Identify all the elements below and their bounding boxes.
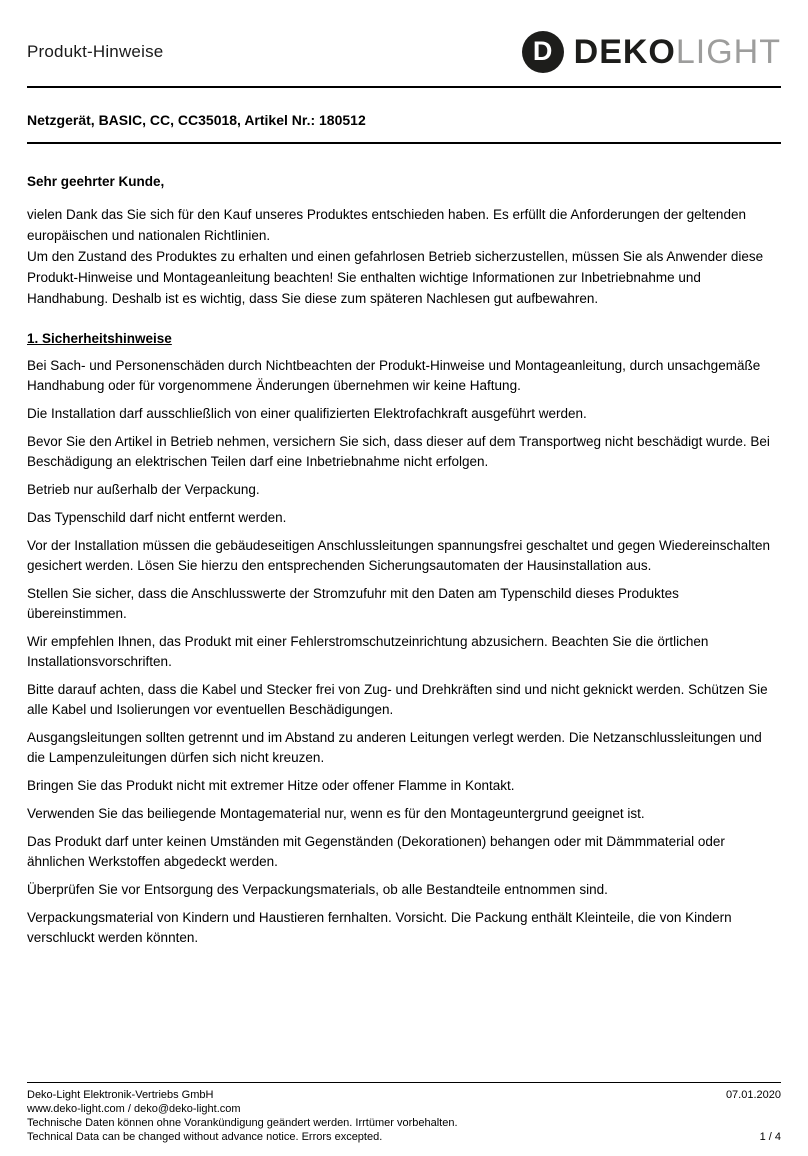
footer-contact: www.deko-light.com / deko@deko-light.com	[27, 1103, 241, 1115]
footer-left-block	[27, 1088, 458, 1144]
footer-note-en: Technical Data can be changed without advance notice. Errors excepted.	[27, 1131, 383, 1143]
page-header	[27, 26, 781, 78]
safety-paragraph: Bringen Sie das Produkt nicht mit extremer Hitze oder offener Flamme in Kontakt.	[27, 778, 515, 793]
safety-paragraph: Bevor Sie den Artikel in Betrieb nehmen, versichern Sie sich, dass dieser auf dem Transportweg nicht beschädigt wurde. Bei Beschädigung an elektrischen Teilen darf eine Inbetriebnahme nicht erfolgen.	[27, 434, 770, 469]
footer-date: 07.01.2020	[725, 1089, 781, 1101]
safety-paragraph: Überprüfen Sie vor Entsorgung des Verpackungsmaterials, ob alle Bestandteile entnommen sind.	[27, 882, 608, 897]
safety-paragraph: Bitte darauf achten, dass die Kabel und Stecker frei von Zug- und Drehkräften sind und nicht geknickt werden. Schützen Sie alle Kabel und Isolierungen vor eventuellen Beschädigungen.	[27, 682, 768, 717]
logo-monogram: D	[532, 35, 553, 66]
safety-paragraph: Das Typenschild darf nicht entfernt werden.	[27, 510, 287, 525]
dekolight-logo	[522, 31, 781, 73]
intro-paragraph: vielen Dank das Sie sich für den Kauf unseres Produktes entschieden haben. Es erfüllt die Anforderungen der geltenden europäischen und nationalen Richtlinien.	[27, 207, 746, 243]
footer-divider	[27, 1082, 781, 1083]
footer-page-number: 1 / 4	[759, 1131, 781, 1143]
safety-paragraphs	[27, 356, 781, 948]
logo-brand-bold: DEKO	[573, 33, 676, 71]
footer-company: Deko-Light Elektronik-Vertriebs GmbH	[27, 1089, 214, 1101]
intro-block	[27, 204, 781, 309]
safety-paragraph: Betrieb nur außerhalb der Verpackung.	[27, 482, 260, 497]
safety-paragraph: Stellen Sie sicher, dass die Anschlusswerte der Stromzufuhr mit den Daten am Typenschild dieses Produktes übereinstimmen.	[27, 586, 679, 621]
safety-paragraph: Ausgangsleitungen sollten getrennt und im Abstand zu anderen Leitungen verlegt werden. Die Netzanschlussleitungen und die Lampenzuleitungen dürfen sich nicht kreuzen.	[27, 730, 762, 765]
product-title: Netzgerät, BASIC, CC, CC35018, Artikel Nr.: 180512	[27, 112, 366, 128]
logo-wordmark	[574, 35, 781, 69]
title-divider	[27, 142, 781, 144]
header-divider	[27, 86, 781, 88]
safety-paragraph: Die Installation darf ausschließlich von einer qualifizierten Elektrofachkraft ausgeführt werden.	[27, 406, 587, 421]
intro-paragraph: Um den Zustand des Produktes zu erhalten und einen gefahrlosen Betrieb sicherzustellen, müssen Sie als Anwender diese Produkt-Hinweise und Montageanleitung beachten! Sie enthalten wichtige Informationen zur Inbetriebnahme und Handhabung. Deshalb ist es wichtig, dass Sie diese zum späteren Nachlesen gut aufbewahren.	[27, 249, 764, 306]
salutation: Sehr geehrter Kunde,	[27, 174, 165, 189]
safety-paragraph: Verpackungsmaterial von Kindern und Haustieren fernhalten. Vorsicht. Die Packung enthält Kleinteile, die von Kindern verschluckt werden könnten.	[27, 910, 732, 945]
footer-note-de: Technische Daten können ohne Vorankündigung geändert werden. Irrtümer vorbehalten.	[27, 1117, 458, 1129]
safety-paragraph: Wir empfehlen Ihnen, das Produkt mit einer Fehlerstromschutzeinrichtung abzusichern. Beachten Sie die örtlichen Installationsvorschriften.	[27, 634, 709, 669]
page-footer	[27, 1082, 781, 1144]
safety-paragraph: Das Produkt darf unter keinen Umständen mit Gegenständen (Dekorationen) behangen oder mit Dämmmaterial oder ähnlichen Werkstoffen abgedeckt werden.	[27, 834, 725, 869]
safety-paragraph: Bei Sach- und Personenschäden durch Nichtbeachten der Produkt-Hinweise und Montageanleitung, durch unsachgemäße Handhabung oder für vorgenommene Änderungen übernehmen wir keine Haftung.	[27, 358, 761, 393]
page-title: Produkt-Hinweise	[27, 42, 164, 61]
logo-brand-light: LIGHT	[675, 33, 781, 71]
logo-d-icon	[522, 31, 564, 73]
safety-paragraph: Verwenden Sie das beiliegende Montagematerial nur, wenn es für den Montageuntergrund geeignet ist.	[27, 806, 645, 821]
safety-paragraph: Vor der Installation müssen die gebäudeseitigen Anschlussleitungen spannungsfrei geschaltet und gegen Wiedereinschalten gesichert werden. Lösen Sie hierzu den entsprechenden Sicherungsautomaten der Hausinstallation aus.	[27, 538, 771, 573]
section-heading-sicherheitshinweise: 1. Sicherheitshinweise	[27, 331, 172, 346]
footer-right-block	[726, 1088, 781, 1144]
